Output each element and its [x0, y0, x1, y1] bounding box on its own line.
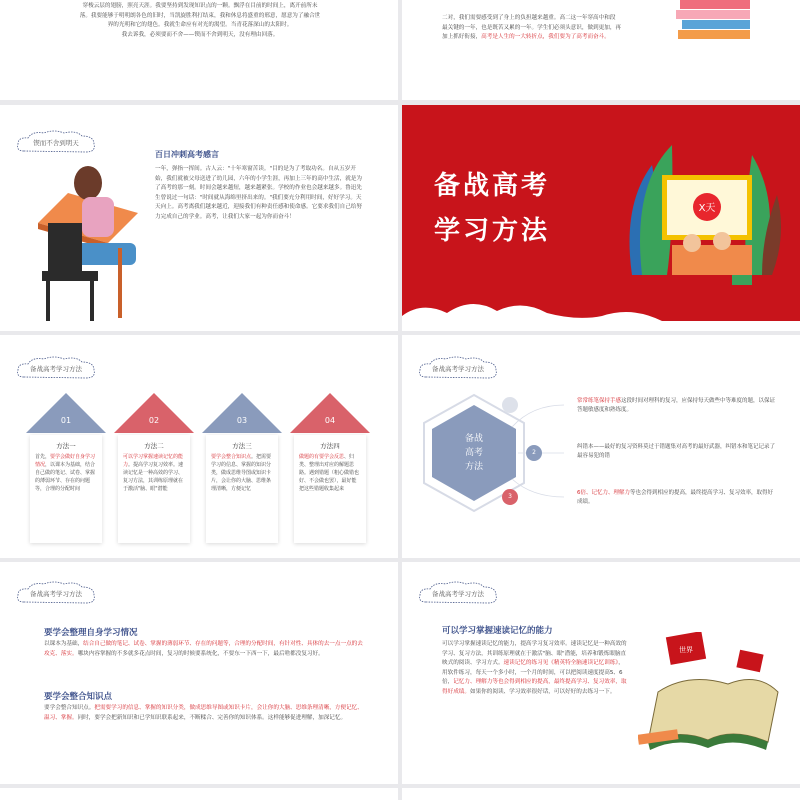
step-title: 方法一 [56, 442, 76, 450]
step-card [294, 435, 366, 543]
step-desc: 首先，要学会做好自身学习情况，以课本为基础，结合自己做的笔记、试卷、掌握的薄弱环节、存在的问题等，合理的分配时间 [35, 454, 96, 492]
slide-1[interactable] [0, 0, 398, 100]
section-heading: 要学会整理自身学习情况 [44, 628, 138, 638]
slide-10-partial[interactable] [402, 788, 800, 800]
item-dot-3: 3 [502, 489, 518, 505]
hex-line: 高考 [464, 448, 483, 458]
cover-title-line2: 学习方法 [434, 216, 551, 246]
step-desc: 做题的有要学会反思、归类、整理出对应的解题思路。遇到错题（粗心做错也好、不会做也罢），最好能把这些错题收集起来 [299, 454, 360, 492]
section-paragraph: 可以学习掌握速读记忆的能力，提高学习复习效率。速读记忆是一种高效的学习、复习方法，其训练原理就在于激活"脑、眼"潜能，培养和锻炼眼脑直映式的阅读、学习方式。速读记忆的练习见《精英特全脑速读记忆训练》，用软件练习，每天一个多小时，一个月的时间，可以把阅读速度提高5、6倍，记忆力、理解力等也会得到相应的提高，最终提高学习、复习效率，取得好成绩。如果你的阅读、学习效率很好话，可以好好的去练习一下。 [442, 641, 627, 695]
slide-8[interactable] [402, 562, 800, 784]
cover-title-line1: 备战高考 [434, 171, 551, 201]
slide-9-partial[interactable] [0, 788, 398, 800]
study-scene-illustration [612, 125, 792, 315]
student-desk-illustration [28, 153, 138, 323]
text-line: 落。我要能够于明明朗各色的旧时，当凯旋胜利打结束，我和休息将盛重的邢意，愿意为了融合世 [79, 12, 321, 19]
step-card [30, 435, 102, 543]
method-item: 6倍、记忆力、理解力等也会得到相应的提高，最终提高学习、复习效率，取得好成绩。 [577, 490, 774, 505]
step-number: 02 [148, 416, 160, 425]
books-stack-illustration [638, 632, 788, 772]
section-paragraph: 以课本为基础，结合自己做的笔记、试卷、掌握的薄弱环节、存在的问题等，合理的分配时间，有针对性、具体的去一点一点的去攻克、落实。哪块内容掌握的不多就多花点时间，复习的时候要系统化，不要东一下西一下，最后啥都没复习好。 [44, 641, 363, 657]
text-line: 界的光明和它的翅色。我就生命应有对光的渴望。当青花落深山的太阳时。 [107, 22, 293, 29]
step-number: 04 [324, 416, 336, 425]
step-number: 03 [236, 416, 248, 425]
method-item: 常常练笔保持手感这段时间对理科的复习，应保持每天做些中等难度的题，以保证答题敏感度和熟练度。 [577, 398, 776, 413]
hex-line: 方法 [464, 462, 483, 472]
slide-2[interactable] [402, 0, 800, 100]
x-days-text: X天 [698, 203, 716, 214]
cloud-label: 备战高考学习方法 [30, 365, 82, 373]
highlight-text: 高考是人生的一大转折点，我们要为了高考而奋斗。 [481, 34, 610, 41]
slide1-text [55, 2, 345, 40]
cloud-label: 备战高考学习方法 [432, 590, 484, 598]
item-dot-1 [502, 397, 518, 413]
text-line: 二对，我们需要感受到了身上的负担越来越重。高二这一年穿高中和段 [442, 15, 616, 21]
method-steps [26, 393, 376, 553]
item-dot-2: 2 [526, 445, 542, 461]
step-title: 方法四 [320, 442, 340, 450]
cloud-tag [14, 355, 98, 385]
cloud-tag [416, 355, 500, 385]
step-title: 方法二 [144, 442, 164, 450]
cloud-label: 备战高考学习方法 [432, 365, 484, 373]
slide-6[interactable] [402, 335, 800, 558]
cloud-tag [14, 580, 98, 610]
step-card [206, 435, 278, 543]
step-card [118, 435, 190, 543]
cloud-tag [416, 580, 500, 610]
method-item: 纠错本——最好的复习资料莫过于错题集对高考的最好武器，纠错本和笔记记录了最容易犯的错 [577, 444, 776, 459]
section-heading: 要学会整合知识点 [44, 692, 113, 702]
hexagon-title [430, 403, 518, 503]
text-line: 穿梭云层的翅膀，照亮天涯。我要坚持到发现知识点的一颗。飘浮在目前的时间上，离开前所未 [82, 3, 318, 9]
section-paragraph: 要学会整合知识点。把需要学习的信息、掌握的知识分类，做成思维导图或知识卡片，会让你的大脑、思维条理清晰，方便记忆、温习、掌握。同时，要学会把新知识和已学知识联系起来，不断糅合、完善你的知识体系。这样能够促进理解，加深记忆。 [44, 705, 363, 721]
slide-4-cover[interactable] [402, 105, 800, 331]
text-line: 我去诉我，必须要而不舍——锲而不舍到明天，没有理由回落。 [121, 31, 279, 38]
white-wave-bottom [402, 291, 800, 331]
step-number: 01 [60, 416, 72, 425]
slide-7[interactable] [0, 562, 398, 784]
step-desc: 可以学习掌握速读记忆的能力。提高学习复习效率。速读记忆是一种高效的学习、复习方法，其训练原理就在于激活"脑、眼"潜能 [123, 454, 184, 492]
step-title: 方法三 [232, 442, 252, 450]
step-desc: 要学会整合知识点。把需要学习的信息、掌握的知识分类，做成思维导图或知识卡片，会让你的大脑、思维条理清晰，方便记忆 [211, 454, 272, 492]
books-illustration [672, 0, 782, 40]
cloud-label: 锲而不舍到明天 [33, 139, 79, 147]
section-heading: 可以学习掌握速读记忆的能力 [442, 626, 553, 636]
cloud-label: 备战高考学习方法 [30, 590, 82, 598]
text-line: 最关键的一年，也是既苦又累的一年。学生们必须头意识，做到更加，再 [442, 24, 622, 31]
book-title-text: 世界 [679, 646, 693, 654]
slide2-text [442, 14, 662, 43]
hex-line: 备战 [464, 434, 483, 444]
text-line: 加上抓好衔接，高考是人生的一大转折点，我们要为了高考而奋斗。 [442, 34, 610, 41]
speech-paragraph: 一年，弹指一挥间。古人云："十年寒窗苦读。"目的是为了考取功名。自从五岁开始，我们就被父母送进了幼儿园，六年的小学生涯，再加上三年的高中生活，就是为了高考的那一刻。时间会越来越短，越来越紧张。学校的作业也会越来越多。鲁迅先生曾说过一句话："时间就从海绵里挤出来的。"我们要充分利用时间，好好学习。天天向上。高考离我们越来越近，迎接我们有种责任感和使命感。它要求我们自己给努力完成自己的学业。高考，让我们大家一起为你而奋斗！ [155, 166, 362, 220]
slide-5[interactable] [0, 335, 398, 558]
slide-3[interactable] [0, 105, 398, 331]
section-subtitle: 百日冲刺高考感言 [155, 150, 219, 159]
connector-lines [512, 397, 578, 507]
